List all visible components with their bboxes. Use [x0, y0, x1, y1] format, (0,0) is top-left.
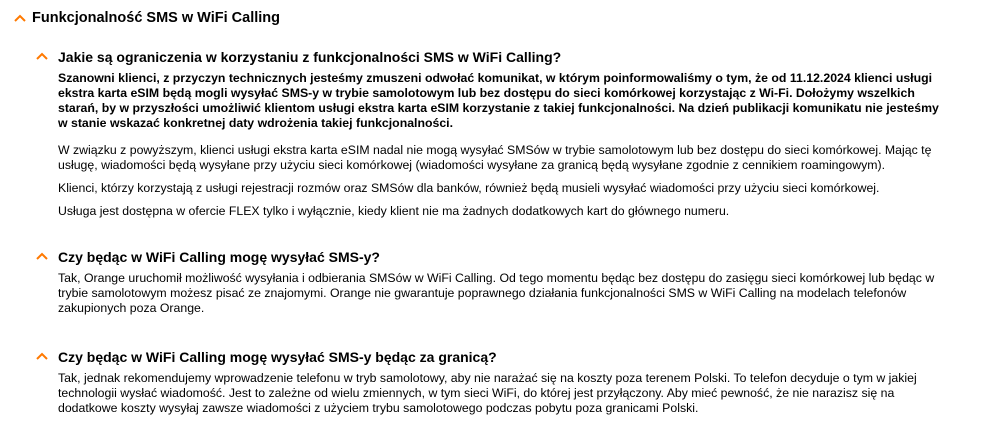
- faq-question[interactable]: Czy będąc w WiFi Calling mogę wysyłać SMS-y będąc za granicą?: [58, 349, 497, 365]
- faq-question[interactable]: Jakie są ograniczenia w korzystaniu z funkcjonalności SMS w WiFi Calling?: [58, 49, 562, 65]
- answer-paragraph: W związku z powyższym, klienci usługi ekstra karta eSIM nadal nie mogą wysyłać SMSów w trybie samolotowym lub bez dostępu do sieci komórkowej. Mając tę usługę, wiadomości będą wysyłane przy użyciu sieci komórkowej (wiadomości wysyłane za granicą będą wysyłane zgodnie z cennikiem roamingowym).: [58, 143, 932, 172]
- faq-item: [36, 248, 936, 324]
- chevron-up-icon[interactable]: [14, 14, 26, 24]
- section-header[interactable]: [14, 9, 280, 27]
- chevron-up-icon[interactable]: [36, 252, 48, 262]
- answer-paragraph: Tak, jednak rekomendujemy wprowadzenie telefonu w tryb samolotowy, aby nie narażać się na koszty poza terenem Polski. To telefon decyduje o tym w jakiej technologii wysłać wiadomość. Jest to zależne od wielu zmiennych, w tym sieci WiFi, do której jest przyłączony. Aby mieć pewność, że nie narazisz się na dodatkowe koszty wysyłaj zawsze wiadomości z użyciem trybu samolotowego podczas pobytu poza granicami Polski.: [58, 371, 917, 415]
- answer-paragraph: Tak, Orange uruchomił możliwość wysyłania i odbierania SMSów w WiFi Calling. Od tego momentu będąc bez dostępu do zasięgu sieci komórkowej lub będąc w trybie samolotowym możesz pisać ze znajomymi. Orange nie gwarantuje poprawnego działania funkcjonalności SMS w WiFi Calling na modelach telefonów zakupionych poza Orange.: [58, 271, 935, 315]
- faq-answer: [58, 371, 948, 416]
- notice-text: Szanowni klienci, z przyczyn technicznych jesteśmy zmuszeni odwołać komunikat, w którym poinformowaliśmy o tym, że od 11.12.2024 klienci usługi ekstra karta eSIM będą mogli wysyłać SMS-y w trybie samolotowym lub bez dostępu do sieci komórkowej korzystając z Wi-Fi. Dołożymy wszelkich starań, by w przyszłości umożliwić klientom usługi ekstra karta eSIM korzystanie z takiej funkcjonalności. Na dzień publikacji komunikatu nie jesteśmy w stanie wskazać konkretnej daty wdrożenia takiej funkcjonalności.: [58, 71, 939, 130]
- faq-item: [36, 348, 936, 424]
- faq-item: [36, 48, 939, 227]
- chevron-up-icon[interactable]: [36, 52, 48, 62]
- faq-answer: [58, 71, 948, 219]
- faq-answer: [58, 271, 948, 316]
- answer-paragraph: Usługa jest dostępna w ofercie FLEX tylko i wyłącznie, kiedy klient nie ma żadnych dodatkowych kart do głównego numeru.: [58, 204, 730, 218]
- section-title: Funkcjonalność SMS w WiFi Calling: [32, 10, 281, 26]
- chevron-up-icon[interactable]: [36, 352, 48, 362]
- answer-paragraph: Klienci, którzy korzystają z usługi rejestracji rozmów oraz SMSów dla banków, również będą musieli wysyłać wiadomości przy użyciu sieci komórkowej.: [58, 181, 880, 195]
- faq-question[interactable]: Czy będąc w WiFi Calling mogę wysyłać SMS-y?: [58, 249, 380, 265]
